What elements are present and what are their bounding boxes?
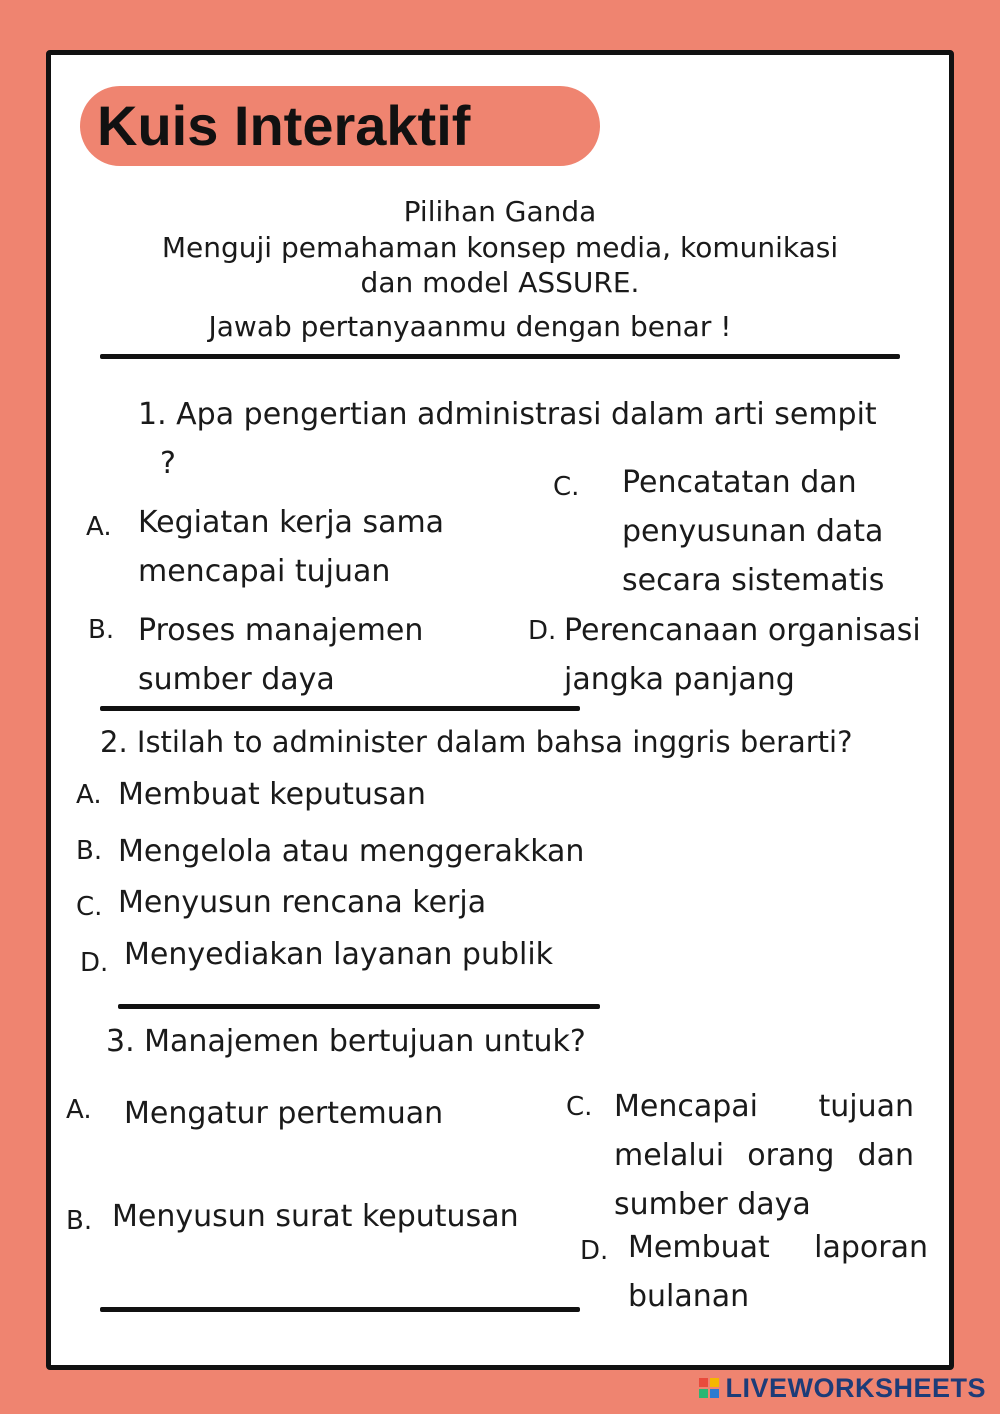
q3-option-c-label[interactable]: C. <box>566 1092 593 1122</box>
header-divider <box>100 354 900 359</box>
q1-option-d[interactable]: Perencanaan organisasi jangka panjang <box>564 613 921 697</box>
footer-brand <box>699 1370 986 1406</box>
q2-option-b-label[interactable]: B. <box>76 836 103 866</box>
header-description: Menguji pemahaman konsep media, komunikasi <box>161 231 839 264</box>
q1-option-a-label[interactable]: A. <box>86 512 112 542</box>
page-title: Kuis Interaktif <box>97 94 471 157</box>
q2-option-a-label[interactable]: A. <box>76 780 102 810</box>
q1-option-c[interactable]: Pencatatan dan penyusunan data secara sistematis <box>622 465 885 598</box>
logo-block <box>710 1378 719 1387</box>
q3-option-b-label[interactable]: B. <box>66 1206 93 1236</box>
liveworksheets-logo-icon <box>699 1378 719 1398</box>
logo-block <box>699 1378 708 1387</box>
q1-option-c-label[interactable]: C. <box>553 472 580 502</box>
q1-option-a[interactable]: Kegiatan kerja sama mencapai tujuan <box>138 505 445 589</box>
footer-brand-text: LIVEWORKSHEETS <box>725 1372 986 1403</box>
q2-option-c-label[interactable]: C. <box>76 892 103 922</box>
q1-option-b[interactable]: Proses manajemen sumber daya <box>138 613 424 697</box>
q2-option-d-label[interactable]: D. <box>80 948 109 978</box>
logo-block <box>699 1389 708 1398</box>
header-instruction: Jawab pertanyaanmu dengan benar ! <box>208 310 732 343</box>
q2-option-d[interactable]: Menyediakan layanan publik <box>124 937 554 972</box>
q3-option-c[interactable]: Mencapai tujuan melalui orang dan sumber daya <box>614 1089 914 1222</box>
header-subtitle: Pilihan Ganda <box>403 195 597 228</box>
q1-option-d-label[interactable]: D. <box>528 616 557 646</box>
q1-divider <box>100 706 580 711</box>
q3-option-a-label[interactable]: A. <box>66 1095 92 1125</box>
q2-option-c[interactable]: Menyusun rencana kerja <box>118 885 487 920</box>
question-2-text: 2. Istilah to administer dalam bahsa inggris berarti? <box>100 725 853 759</box>
header-description-cont: dan model ASSURE. <box>360 266 640 299</box>
logo-block <box>710 1389 719 1398</box>
q3-option-b[interactable]: Menyusun surat keputusan <box>112 1199 519 1234</box>
question-3-text: 3. Manajemen bertujuan untuk? <box>106 1024 586 1059</box>
q2-option-a[interactable]: Membuat keputusan <box>118 777 426 812</box>
question-1-text: 1. Apa pengertian administrasi dalam arti sempit <box>138 397 877 432</box>
q3-option-d[interactable]: Membuat laporan bulanan <box>628 1230 928 1314</box>
q2-option-b[interactable]: Mengelola atau menggerakkan <box>118 834 585 869</box>
q3-divider <box>100 1307 580 1312</box>
question-1-tail: ? <box>160 446 176 481</box>
q2-divider <box>118 1004 600 1009</box>
q3-option-d-label[interactable]: D. <box>580 1236 609 1266</box>
q1-option-b-label[interactable]: B. <box>88 615 115 645</box>
q3-option-a[interactable]: Mengatur pertemuan <box>124 1096 444 1131</box>
